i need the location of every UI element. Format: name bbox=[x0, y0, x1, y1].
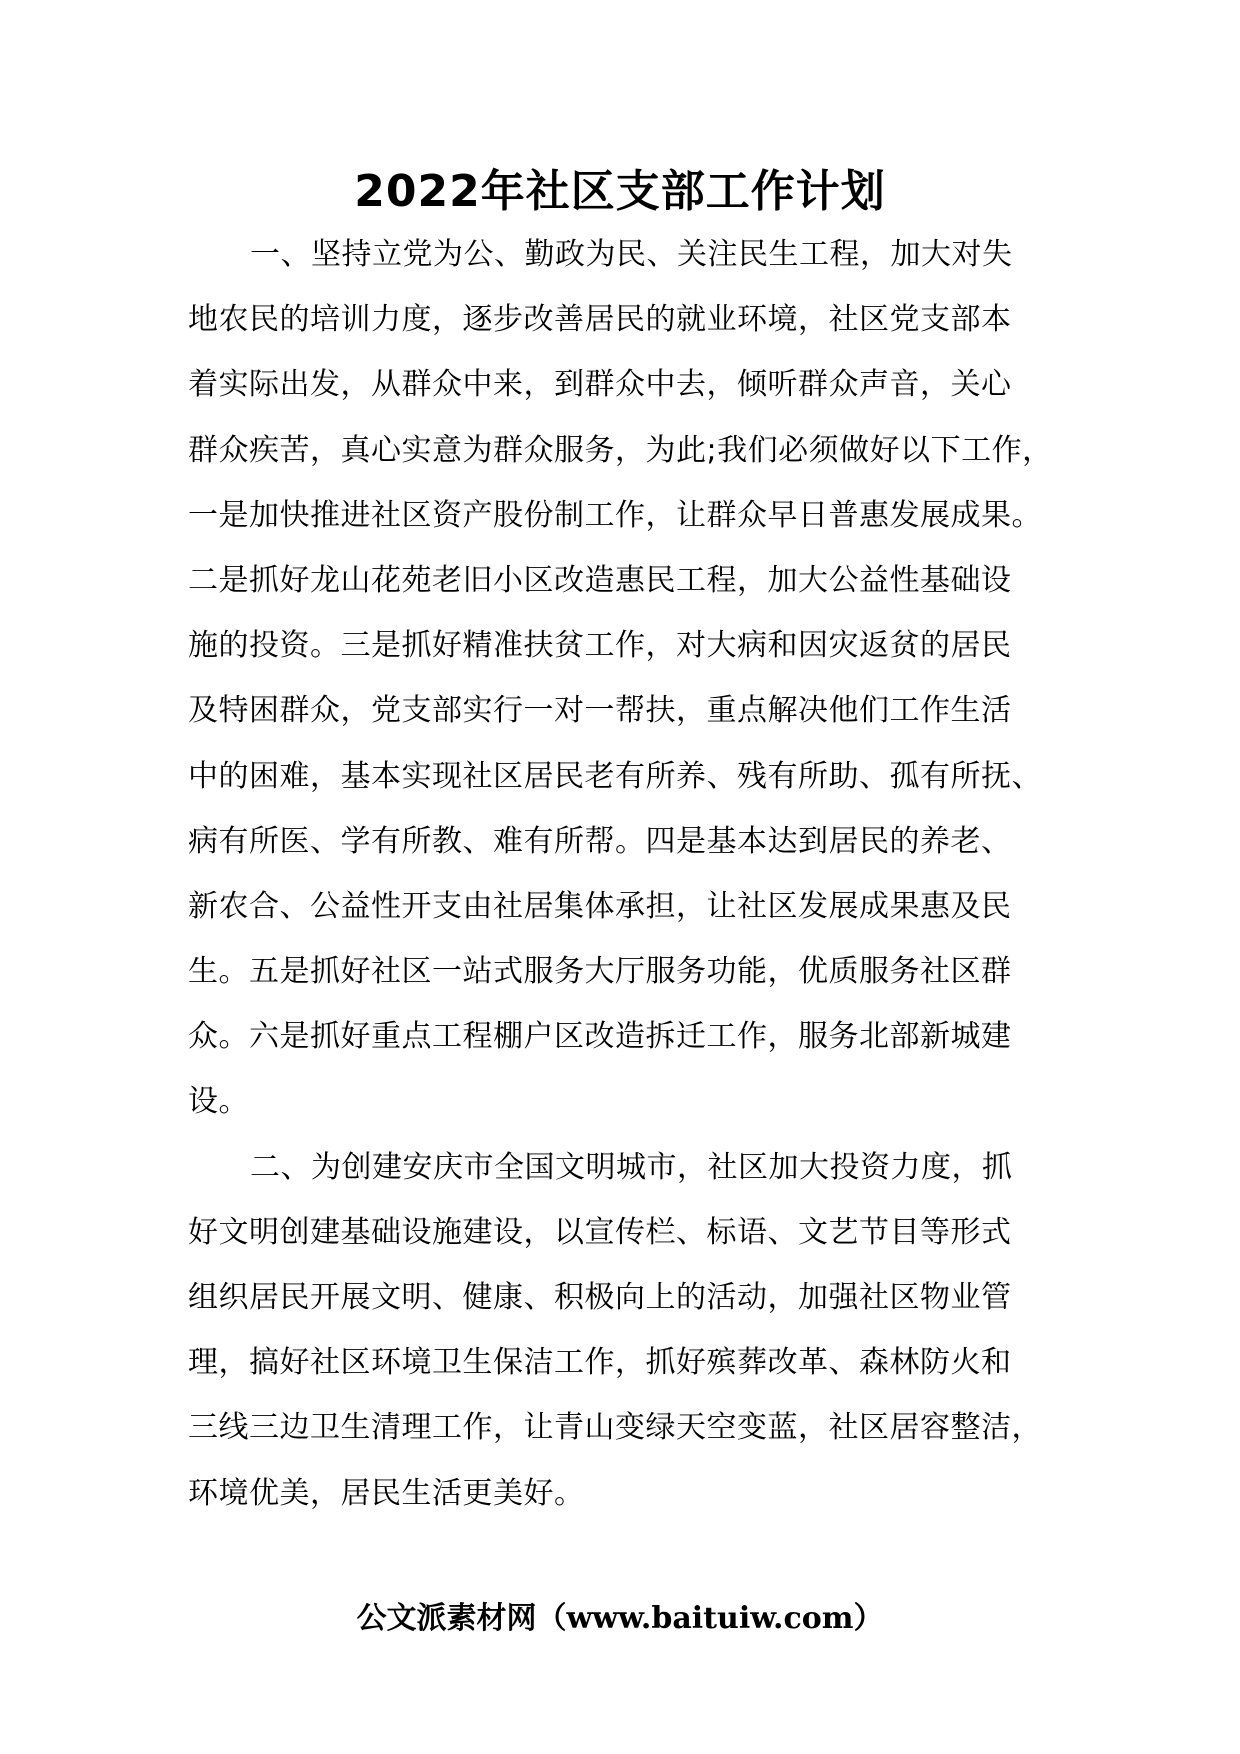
paragraph-1-line-3: 着实际出发，从群众中来，到群众中去，倾听群众声音，关心 bbox=[188, 367, 1012, 403]
paragraph-1-line-13: 众。六是抓好重点工程棚户区改造拆迁工作，服务北部新城建 bbox=[188, 1019, 1012, 1055]
paragraph-1-line-8: 及特困群众，党支部实行一对一帮扶，重点解决他们工作生活 bbox=[188, 693, 1012, 729]
paragraph-1-line-14: 设。 bbox=[188, 1084, 249, 1120]
document-footer: 公文派素材网（www.baituiw.com） bbox=[356, 1601, 884, 1636]
paragraph-1-line-10: 病有所医、学有所教、难有所帮。四是基本达到居民的养老、 bbox=[188, 823, 1012, 859]
paragraph-1-line-11: 新农合、公益性开支由社居集体承担，让社区发展成果惠及民 bbox=[188, 888, 1012, 924]
paragraph-1-line-5: 一是加快推进社区资产股份制工作，让群众早日普惠发展成果。 bbox=[188, 497, 1042, 533]
paragraph-1-line-1: 一、坚持立党为公、勤政为民、关注民生工程，加大对失 bbox=[250, 237, 1013, 272]
paragraph-2-line-2: 好文明创建基础设施建设，以宣传栏、标语、文艺节目等形式 bbox=[188, 1214, 1012, 1250]
paragraph-1-line-2: 地农民的培训力度，逐步改善居民的就业环境，社区党支部本 bbox=[188, 302, 1012, 338]
paragraph-2-line-3: 组织居民开展文明、健康、积极向上的活动，加强社区物业管 bbox=[188, 1280, 1012, 1315]
paragraph-2-line-1: 二、为创建安庆市全国文明城市，社区加大投资力度，抓 bbox=[250, 1149, 1013, 1185]
paragraph-1-line-9: 中的困难，基本实现社区居民老有所养、残有所助、孤有所抚、 bbox=[188, 758, 1042, 794]
paragraph-1-line-6: 二是抓好龙山花苑老旧小区改造惠民工程，加大公益性基础设 bbox=[188, 562, 1012, 598]
paragraph-1-line-7: 施的投资。三是抓好精准扶贫工作，对大病和因灾返贫的居民 bbox=[188, 628, 1012, 664]
paragraph-1-line-4: 群众疾苦，真心实意为群众服务，为此;我们必须做好以下工作， bbox=[188, 432, 1053, 468]
document-body bbox=[188, 222, 1068, 1526]
paragraph-2-line-6: 环境优美，居民生活更美好。 bbox=[188, 1475, 585, 1511]
paragraph-2-line-5: 三线三边卫生清理工作，让青山变绿天空变蓝，社区居容整洁， bbox=[188, 1410, 1042, 1446]
paragraph-2-line-4: 理，搞好社区环境卫生保洁工作，抓好殡葬改革、森林防火和 bbox=[188, 1345, 1012, 1381]
document-title: 2022年社区支部工作计划 bbox=[354, 166, 886, 217]
paragraph-1-line-12: 生。五是抓好社区一站式服务大厅服务功能，优质服务社区群 bbox=[188, 954, 1012, 990]
